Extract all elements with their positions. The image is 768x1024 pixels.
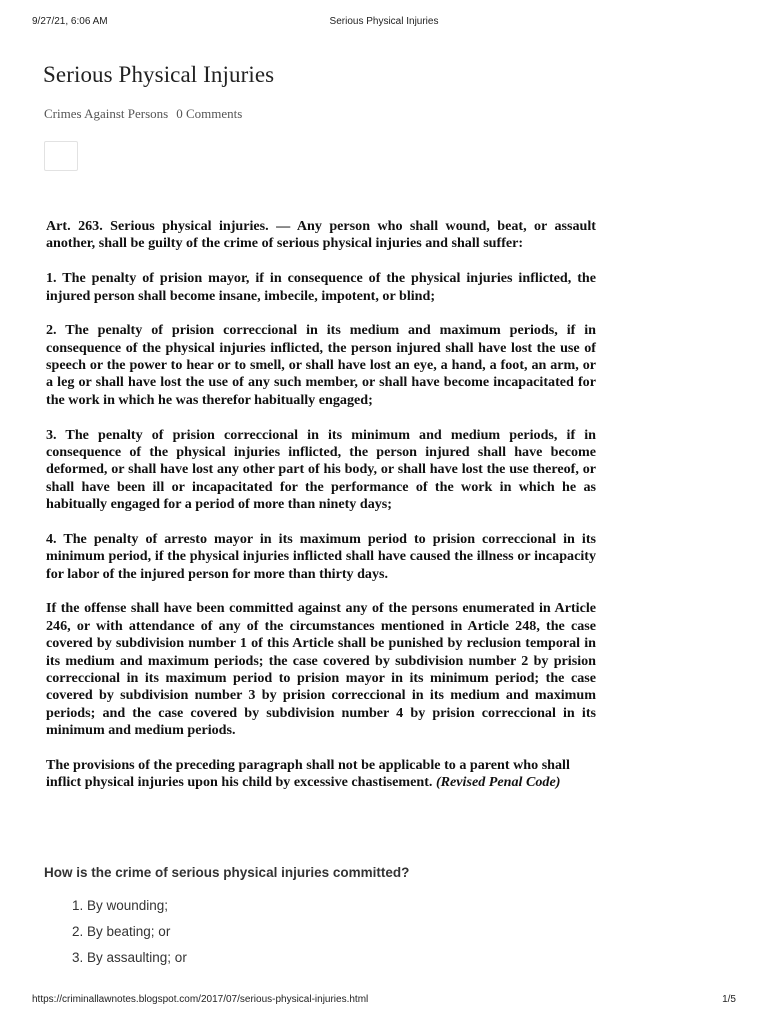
paragraph-5: If the offense shall have been committed against any of the persons enumerated in Article 246, or with attendance of any of the circumstances mentioned in Article 248, the case covered by subdivision number 1 of this Article shall be punished by reclusion temporal in its medium and maximum periods; the case covered by subdivision number 2 by prision correccional in its maximum period to prision mayor in its minimum period; the case covered by subdivision number 3 by prision correccional in its medium and maximum periods; and the case covered by subdivision number 4 by prision correccional in its minimum and medium periods. (46, 600, 596, 739)
paragraph-4: 4. The penalty of arresto mayor in its maximum period to prision correccional in its minimum period, if the physical injuries inflicted shall have caused the illness or incapacity for labor of the injured person for more than thirty days. (46, 530, 596, 582)
article-heading: Art. 263. Serious physical injuries. (46, 218, 269, 234)
last-paragraph-text: The provisions of the preceding paragraph shall not be applicable to a parent who shall inflict physical injuries upon his child by excessive chastisement. (46, 756, 570, 791)
article-intro-paragraph (46, 218, 596, 253)
post-meta (44, 106, 242, 122)
article-body (46, 218, 596, 809)
article-intro: — Any person who shall wound, beat, or assault another, shall be guilty of the crime of serious physical injuries and shall suffer: (46, 218, 596, 252)
paragraph-1: 1. The penalty of prision mayor, if in consequence of the physical injuries inflicted, the injured person shall become insane, imbecile, impotent, or blind; (46, 270, 596, 304)
print-datetime: 9/27/21, 6:06 AM (32, 16, 108, 27)
share-button[interactable] (44, 141, 78, 171)
page-number: 1/5 (722, 994, 736, 1005)
faq-question: How is the crime of serious physical injuries committed? (44, 865, 410, 880)
page-url: https://criminallawnotes.blogspot.com/2017/07/serious-physical-injuries.html (32, 994, 369, 1005)
comments-link[interactable]: 0 Comments (176, 106, 243, 121)
print-page-title: Serious Physical Injuries (329, 16, 439, 27)
paragraph-6 (46, 757, 596, 792)
post-title: Serious Physical Injuries (43, 62, 275, 87)
list-item: 1. By wounding; (72, 898, 169, 913)
print-header (32, 16, 736, 30)
list-item: 2. By beating; or (72, 924, 171, 939)
faq-answer-list (72, 898, 187, 976)
source-reference: (Revised Penal Code) (435, 774, 561, 791)
category-link[interactable]: Crimes Against Persons (44, 106, 169, 121)
list-item: 3. By assaulting; or (72, 950, 187, 965)
paragraph-2: 2. The penalty of prision correccional in its medium and maximum periods, if in consequence of the physical injuries inflicted, the person injured shall have lost the use of speech or the power to hear or to smell, or shall have lost an eye, a hand, a foot, an arm, or a leg or shall have lost the use of any such member, or shall have become incapacitated for the work in which he was therefor habitually engaged; (46, 322, 596, 408)
paragraph-3: 3. The penalty of prision correccional in its minimum and medium periods, if in consequence of the physical injuries inflicted, the person injured shall have become deformed, or shall have lost any other part of his body, or shall have lost the use thereof, or shall have been ill or incapacitated for the performance of the work in which he as habitually engaged for a period of more than ninety days; (46, 426, 596, 513)
print-footer (32, 994, 736, 1008)
